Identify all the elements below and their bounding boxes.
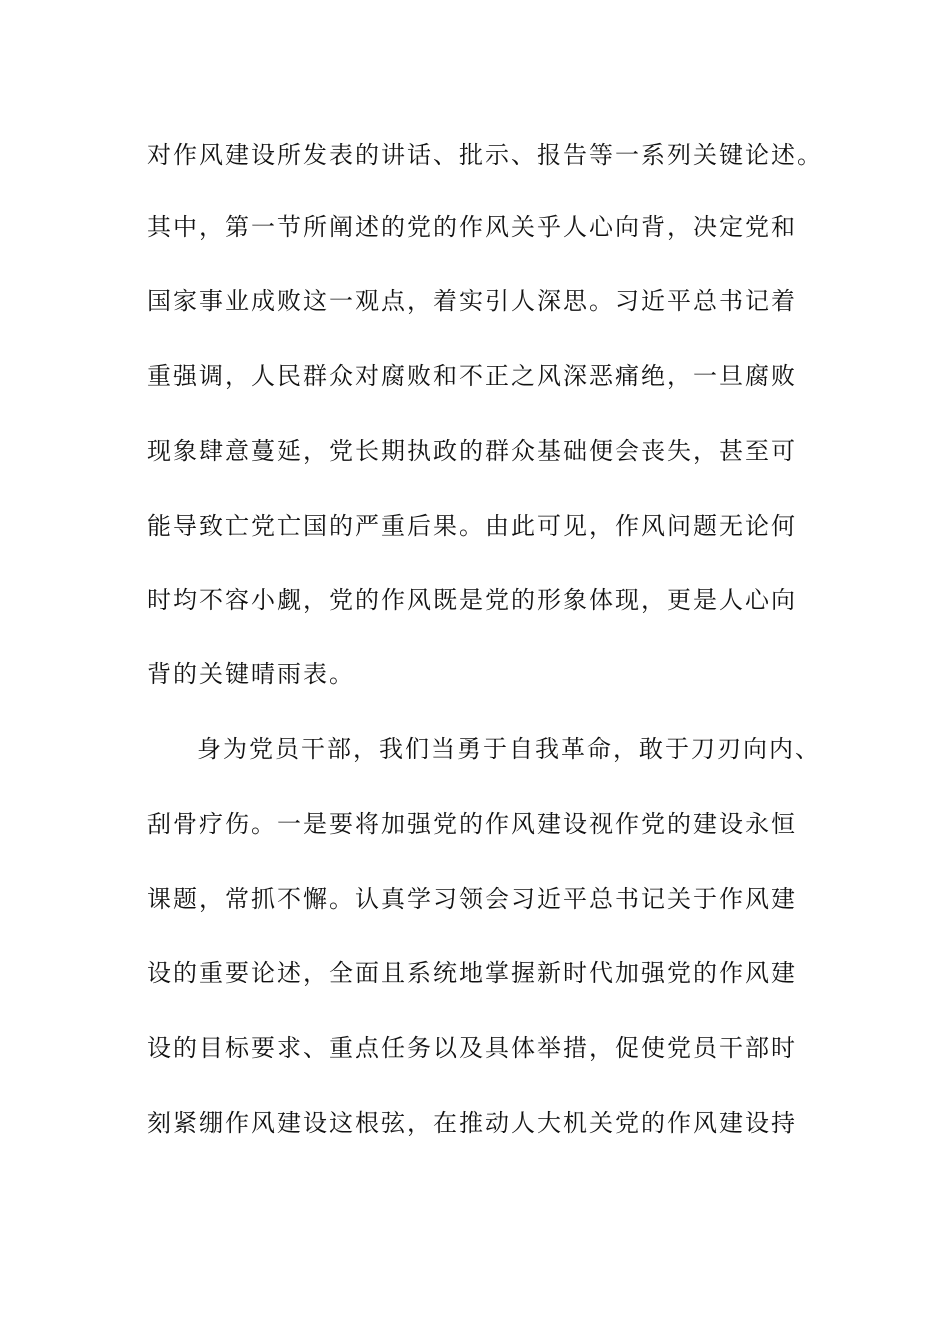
text-line: 课题，常抓不懈。认真学习领会习近平总书记关于作风建: [147, 885, 797, 913]
text-line: 重强调，人民群众对腐败和不正之风深恶痛绝，一旦腐败: [147, 362, 797, 390]
text-line: 背的关键晴雨表。: [147, 660, 355, 688]
text-line: 时均不容小觑，党的作风既是党的形象体现，更是人心向: [147, 586, 797, 614]
text-line: 国家事业成败这一观点，着实引人深思。习近平总书记着: [147, 287, 797, 315]
text-line: 其中，第一节所阐述的党的作风关乎人心向背，决定党和: [147, 213, 797, 241]
text-line: 现象肆意蔓延，党长期执政的群众基础便会丧失，甚至可: [147, 437, 797, 465]
text-line: 身为党员干部，我们当勇于自我革命，敢于刀刃向内、: [197, 735, 821, 763]
text-line: 刻紧绷作风建设这根弦，在推动人大机关党的作风建设持: [147, 1109, 797, 1137]
text-line: 能导致亡党亡国的严重后果。由此可见，作风问题无论何: [147, 512, 797, 540]
text-line: 刮骨疗伤。一是要将加强党的作风建设视作党的建设永恒: [147, 810, 797, 838]
text-line: 对作风建设所发表的讲话、批示、报告等一系列关键论述。: [147, 141, 823, 169]
text-line: 设的目标要求、重点任务以及具体举措，促使党员干部时: [147, 1034, 797, 1062]
text-line: 设的重要论述，全面且系统地掌握新时代加强党的作风建: [147, 959, 797, 987]
